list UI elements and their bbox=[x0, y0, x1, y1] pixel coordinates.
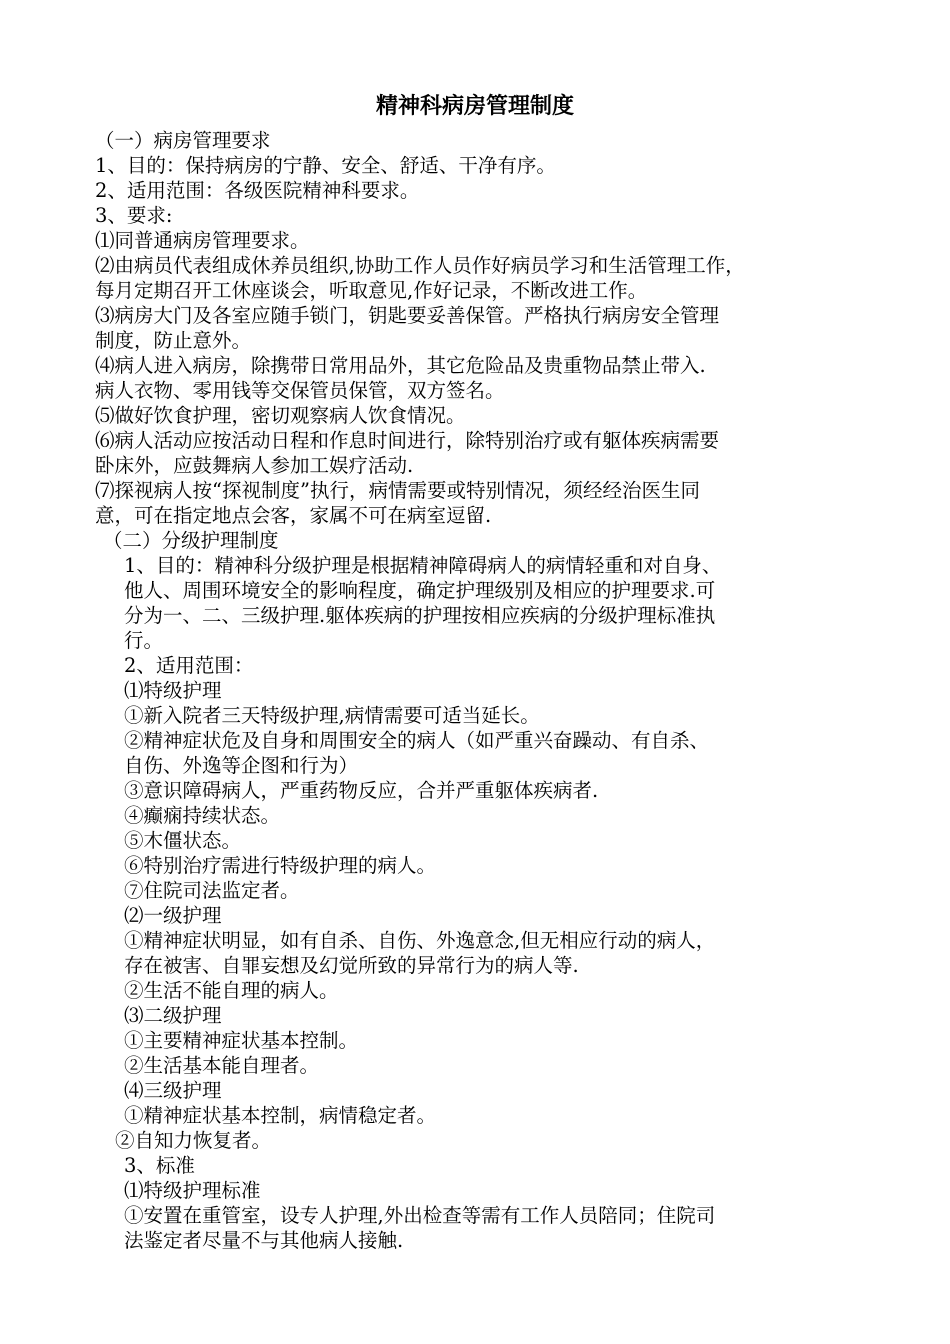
paragraph-line: ⑹病人活动应按活动日程和作息时间进行，除特别治疗或有躯体疾病需要 bbox=[95, 429, 720, 452]
paragraph-line: ⑤木僵状态。 bbox=[124, 829, 242, 852]
paragraph-line: ⑷病人进入病房，除携带日常用品外，其它危险品及贵重物品禁止带入. bbox=[95, 354, 706, 377]
paragraph-line: 2、适用范围： bbox=[124, 654, 254, 677]
section-heading: （二）分级护理制度 bbox=[103, 529, 279, 552]
paragraph-line: 每月定期召开工休座谈会，听取意见,作好记录，不断改进工作。 bbox=[95, 279, 648, 302]
paragraph-line: ⑴同普通病房管理要求。 bbox=[95, 229, 310, 252]
paragraph-line: 法鉴定者尽量不与其他病人接触. bbox=[124, 1229, 404, 1252]
paragraph-line: 制度，防止意外。 bbox=[95, 329, 252, 352]
paragraph-line: 3、标准 bbox=[124, 1154, 195, 1177]
paragraph-line: ⑷三级护理 bbox=[124, 1079, 222, 1102]
paragraph-line: 行。 bbox=[124, 629, 164, 652]
paragraph-line: ①安置在重管室，设专人护理,外出检查等需有工作人员陪同；住院司 bbox=[124, 1204, 716, 1227]
paragraph-line: ⑦住院司法监定者。 bbox=[124, 879, 300, 902]
paragraph-line: 他人、周围环境安全的影响程度，确定护理级别及相应的护理要求.可 bbox=[124, 579, 716, 602]
paragraph-line: ⑵一级护理 bbox=[124, 904, 222, 927]
paragraph-line: ⑴特级护理标准 bbox=[124, 1179, 261, 1202]
paragraph-line: 存在被害、自罪妄想及幻觉所致的异常行为的病人等. bbox=[124, 954, 579, 977]
paragraph-line: ②生活不能自理的病人。 bbox=[124, 979, 339, 1002]
paragraph-line: 1、目的：保持病房的宁静、安全、舒适、干净有序。 bbox=[95, 154, 556, 177]
paragraph-line: 分为一、二、三级护理.躯体疾病的护理按相应疾病的分级护理标准执 bbox=[124, 604, 716, 627]
section-heading: （一）病房管理要求 bbox=[95, 129, 271, 152]
paragraph-line: ③意识障碍病人，严重药物反应，合并严重躯体疾病者. bbox=[124, 779, 599, 802]
paragraph-line: 自伤、外逸等企图和行为） bbox=[124, 754, 359, 777]
paragraph-line: 3、要求: bbox=[95, 204, 173, 227]
paragraph-line: 卧床外，应鼓舞病人参加工娱疗活动. bbox=[95, 454, 414, 477]
paragraph-line: ⑶二级护理 bbox=[124, 1004, 222, 1027]
paragraph-line: ②自知力恢复者。 bbox=[115, 1129, 272, 1152]
paragraph-line: ②精神症状危及自身和周围安全的病人（如严重兴奋躁动、有自杀、 bbox=[124, 729, 710, 752]
paragraph-line: 病人衣物、零用钱等交保管员保管，双方签名。 bbox=[95, 379, 505, 402]
paragraph-line: ⑵由病员代表组成休养员组织,协助工作人员作好病员学习和生活管理工作， bbox=[95, 254, 745, 277]
paragraph-line: ⑸做好饮食护理，密切观察病人饮食情况。 bbox=[95, 404, 466, 427]
paragraph-line: ①精神症状明显，如有自杀、自伤、外逸意念,但无相应行动的病人， bbox=[124, 929, 716, 952]
paragraph-line: ⑥特别治疗需进行特级护理的病人。 bbox=[124, 854, 437, 877]
paragraph-line: 2、适用范围：各级医院精神科要求。 bbox=[95, 179, 420, 202]
paragraph-line: ①新入院者三天特级护理,病情需要可适当延长。 bbox=[124, 704, 540, 727]
paragraph-line: ⑴特级护理 bbox=[124, 679, 222, 702]
document-title: 精神科病房管理制度 bbox=[375, 93, 574, 119]
paragraph-line: 意，可在指定地点会客，家属不可在病室逗留. bbox=[95, 504, 492, 527]
paragraph-line: ④癫痫持续状态。 bbox=[124, 804, 281, 827]
paragraph-line: ⑶病房大门及各室应随手锁门，钥匙要妥善保管。严格执行病房安全管理 bbox=[95, 304, 720, 327]
paragraph-line: ②生活基本能自理者。 bbox=[124, 1054, 320, 1077]
paragraph-line: ⑺探视病人按“探视制度”执行，病情需要或特别情况，须经经治医生同 bbox=[95, 479, 700, 502]
paragraph-line: 1、目的：精神科分级护理是根据精神障碍病人的病情轻重和对自身、 bbox=[124, 554, 722, 577]
paragraph-line: ①精神症状基本控制，病情稳定者。 bbox=[124, 1104, 437, 1127]
paragraph-line: ①主要精神症状基本控制。 bbox=[124, 1029, 359, 1052]
